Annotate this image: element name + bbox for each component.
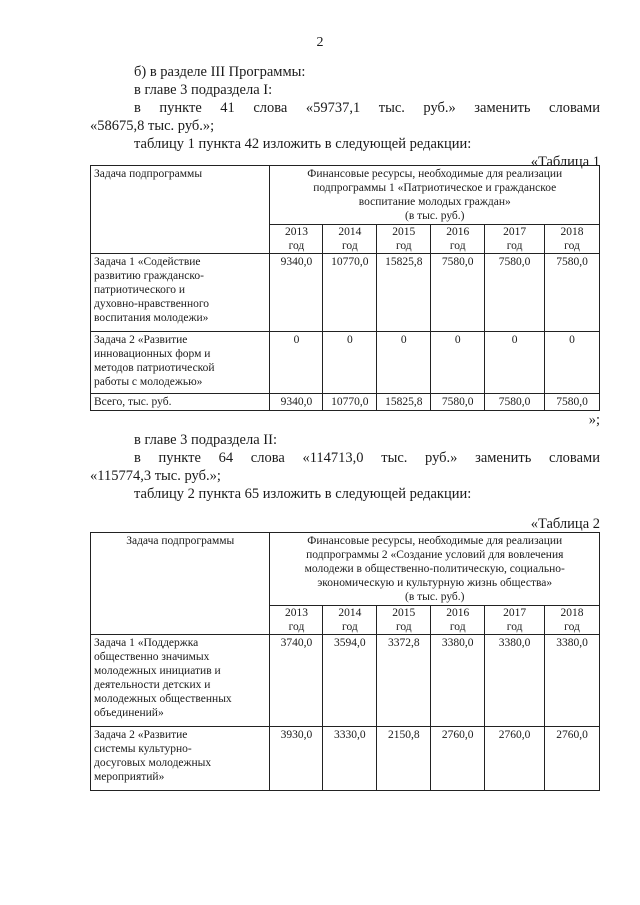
year-cell xyxy=(431,606,485,635)
paragraph-64-line xyxy=(134,450,600,467)
fin-header-line: (в тыс. руб.) xyxy=(404,210,465,222)
word: в xyxy=(134,100,141,116)
table-header-row xyxy=(91,166,600,225)
fin-header xyxy=(270,533,600,606)
year-suffix: год xyxy=(449,240,466,252)
value-cell: 10770,0 xyxy=(323,254,377,332)
year-cell xyxy=(270,606,323,635)
word: в xyxy=(134,450,141,466)
year-cell xyxy=(485,225,545,254)
table2-intro: таблицу 2 пункта 65 изложить в следующей редакции: xyxy=(134,486,472,502)
year-suffix: год xyxy=(506,240,523,252)
task-line: развитию гражданско- xyxy=(94,270,204,282)
value-cell: 3930,0 xyxy=(270,727,323,791)
year: 2015 xyxy=(392,226,416,238)
value-cell: 7580,0 xyxy=(485,254,545,332)
value-cell: 0 xyxy=(485,332,545,394)
table-row xyxy=(91,727,600,791)
year-suffix: год xyxy=(449,621,466,633)
table-row xyxy=(91,635,600,727)
value-cell: 2760,0 xyxy=(485,727,545,791)
page-number: 2 xyxy=(316,35,324,50)
word: пункте xyxy=(159,100,202,116)
word: 64 xyxy=(218,450,234,466)
fin-header-line: подпрограммы 1 «Патриотическое и гражданское xyxy=(313,182,557,194)
task-header: Задача подпрограммы xyxy=(91,166,270,254)
year-cell xyxy=(323,225,377,254)
task-line: Задача 1 «Содействие xyxy=(94,256,201,268)
total-value: 7580,0 xyxy=(485,394,545,411)
task-line: молодежных инициатив и xyxy=(94,665,221,677)
word: словами xyxy=(549,100,600,116)
word: «114713,0 xyxy=(302,450,364,466)
year: 2016 xyxy=(446,607,470,619)
value-cell: 15825,8 xyxy=(377,254,431,332)
chapter-subsection-2: в главе 3 подраздела II: xyxy=(134,432,277,448)
year-suffix: год xyxy=(564,240,580,252)
year-cell xyxy=(545,225,600,254)
table-row xyxy=(91,332,600,394)
fin-header-line: Финансовые ресурсы, необходимые для реализации xyxy=(307,535,563,547)
total-value: 7580,0 xyxy=(431,394,485,411)
paragraph-64-tail: «115774,3 тыс. руб.»; xyxy=(90,468,221,484)
year-cell xyxy=(377,225,431,254)
value-cell: 9340,0 xyxy=(270,254,323,332)
year-cell xyxy=(377,606,431,635)
year: 2013 xyxy=(284,226,308,238)
fin-header-line: (в тыс. руб.) xyxy=(404,591,465,603)
year-suffix: год xyxy=(342,240,358,252)
value-cell: 0 xyxy=(270,332,323,394)
task-header: Задача подпрограммы xyxy=(91,533,270,635)
table-1 xyxy=(90,165,600,411)
year: 2013 xyxy=(284,607,308,619)
total-value: 9340,0 xyxy=(270,394,323,411)
task-line: работы с молодежью» xyxy=(94,376,203,388)
value-cell: 7580,0 xyxy=(431,254,485,332)
task-line: воспитания молодежи» xyxy=(94,312,209,324)
year: 2017 xyxy=(503,226,527,238)
fin-header-line: воспитание молодых граждан» xyxy=(358,196,511,208)
year-cell xyxy=(545,606,600,635)
year-suffix: год xyxy=(342,621,358,633)
year-suffix: год xyxy=(564,621,580,633)
value-cell: 0 xyxy=(323,332,377,394)
task-line: деятельности детских и xyxy=(94,679,211,691)
year-cell xyxy=(431,225,485,254)
word: руб.» xyxy=(425,450,458,466)
word: заменить xyxy=(475,450,532,466)
paragraph-41-line xyxy=(134,100,600,117)
total-label: Всего, тыс. руб. xyxy=(91,394,270,411)
task-cell xyxy=(91,727,270,791)
task-line: молодежных общественных xyxy=(94,693,232,705)
year-suffix: год xyxy=(395,621,412,633)
value-cell: 3380,0 xyxy=(431,635,485,727)
task-line: духовно-нравственного xyxy=(94,298,210,310)
word: пункте xyxy=(158,450,201,466)
fin-header xyxy=(270,166,600,225)
word: словами xyxy=(549,450,600,466)
total-row xyxy=(91,394,600,411)
task-cell xyxy=(91,254,270,332)
chapter-subsection-1: в главе 3 подраздела I: xyxy=(134,82,273,98)
task-line: инновационных форм и xyxy=(94,348,211,360)
word: тыс. xyxy=(378,100,405,116)
year: 2017 xyxy=(503,607,527,619)
word: тыс. xyxy=(381,450,408,466)
year: 2014 xyxy=(338,226,362,238)
fin-header-line: молодежи в общественно-политическую, социально- xyxy=(304,563,565,575)
value-cell: 0 xyxy=(545,332,600,394)
task-cell xyxy=(91,332,270,394)
year-suffix: год xyxy=(395,240,412,252)
year: 2014 xyxy=(338,607,362,619)
year-cell xyxy=(485,606,545,635)
fin-header-line: экономическую и культурную жизнь общества» xyxy=(317,577,553,589)
fin-header-line: Финансовые ресурсы, необходимые для реализации xyxy=(307,168,563,180)
value-cell: 3740,0 xyxy=(270,635,323,727)
value-cell: 3380,0 xyxy=(485,635,545,727)
word: слова xyxy=(253,100,288,116)
fin-header-line: подпрограммы 2 «Создание условий для вовлечения xyxy=(306,549,564,561)
year: 2016 xyxy=(446,226,470,238)
task-line: Задача 2 «Развитие xyxy=(94,729,188,741)
word: слова xyxy=(250,450,285,466)
year-cell xyxy=(270,225,323,254)
value-cell: 2760,0 xyxy=(545,727,600,791)
year: 2015 xyxy=(392,607,416,619)
total-value: 15825,8 xyxy=(377,394,431,411)
task-line: объединений» xyxy=(94,707,164,719)
total-value: 7580,0 xyxy=(545,394,600,411)
value-cell: 2760,0 xyxy=(431,727,485,791)
section-intro: б) в разделе III Программы: xyxy=(134,64,306,80)
table1-intro: таблицу 1 пункта 42 изложить в следующей редакции: xyxy=(134,136,472,152)
year-suffix: год xyxy=(288,240,305,252)
paragraph-41-tail: «58675,8 тыс. руб.»; xyxy=(90,118,215,134)
value-cell: 0 xyxy=(431,332,485,394)
task-line: досуговых молодежных xyxy=(94,757,212,769)
year-suffix: год xyxy=(506,621,523,633)
total-value: 10770,0 xyxy=(323,394,377,411)
task-line: методов патриотической xyxy=(94,362,215,374)
value-cell: 2150,8 xyxy=(377,727,431,791)
table1-close: »; xyxy=(588,412,600,428)
value-cell: 3330,0 xyxy=(323,727,377,791)
value-cell: 7580,0 xyxy=(545,254,600,332)
task-line: Задача 2 «Развитие xyxy=(94,334,188,346)
value-cell: 3372,8 xyxy=(377,635,431,727)
task-line: общественно значимых xyxy=(94,651,210,663)
table-row xyxy=(91,254,600,332)
task-line: патриотического и xyxy=(94,284,186,296)
value-cell: 3380,0 xyxy=(545,635,600,727)
task-line: системы культурно- xyxy=(94,743,192,755)
task-line: мероприятий» xyxy=(94,771,165,783)
task-cell xyxy=(91,635,270,727)
year-suffix: год xyxy=(288,621,305,633)
word: руб.» xyxy=(423,100,456,116)
value-cell: 0 xyxy=(377,332,431,394)
word: «59737,1 xyxy=(305,100,361,116)
table2-label: «Таблица 2 xyxy=(530,516,600,532)
task-line: Задача 1 «Поддержка xyxy=(94,637,199,649)
word: заменить xyxy=(474,100,531,116)
year-cell xyxy=(323,606,377,635)
table-header-row xyxy=(91,533,600,606)
table-2 xyxy=(90,532,600,791)
table1-label: «Таблица 1 xyxy=(530,154,600,170)
year: 2018 xyxy=(560,226,584,238)
value-cell: 3594,0 xyxy=(323,635,377,727)
word: 41 xyxy=(220,100,235,116)
year: 2018 xyxy=(560,607,584,619)
